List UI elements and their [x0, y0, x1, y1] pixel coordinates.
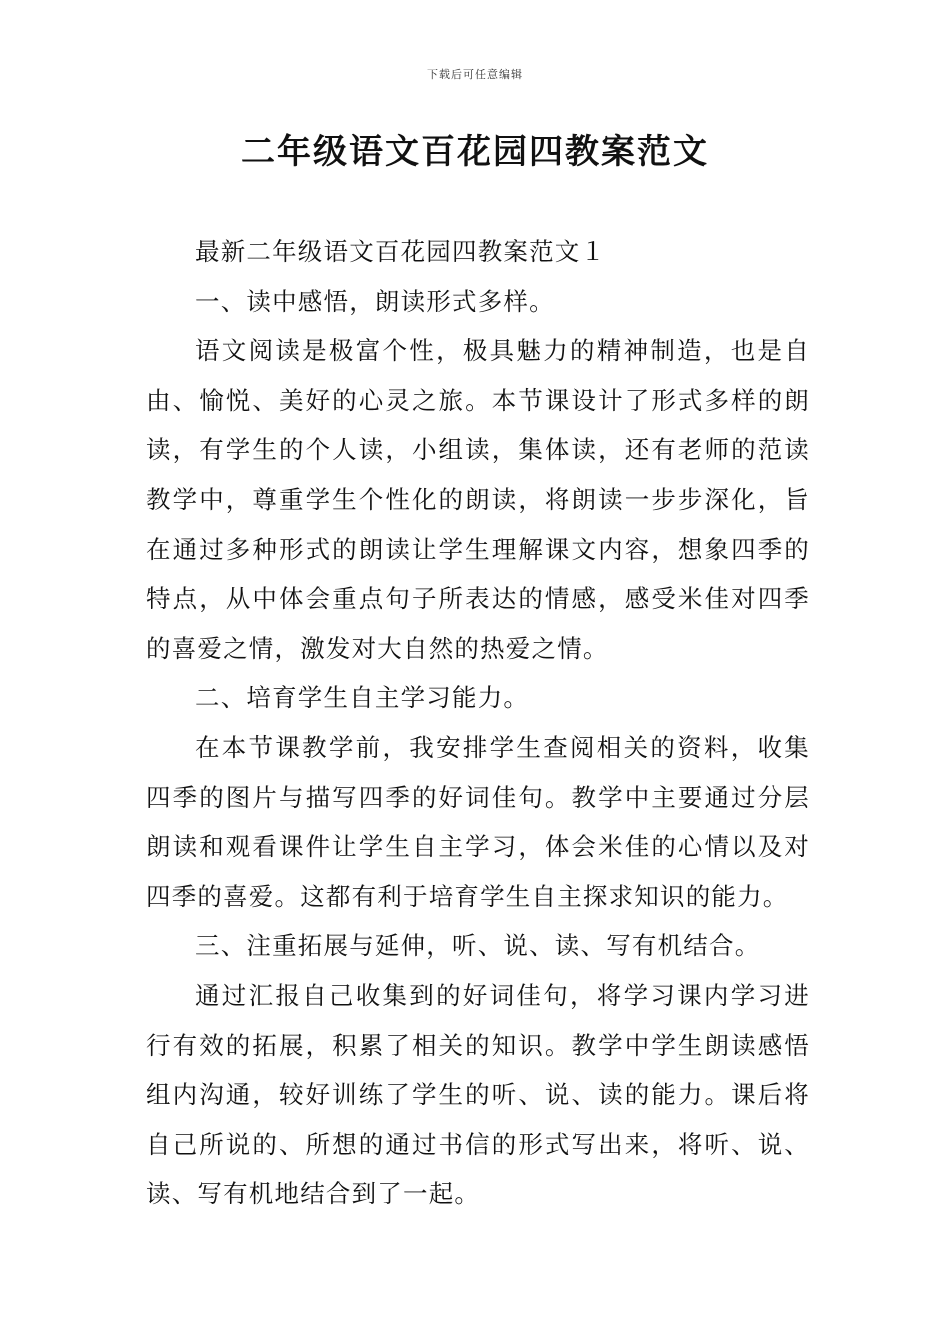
section-heading-3: 三、注重拓展与延伸，听、说、读、写有机结合。	[195, 931, 761, 961]
body-paragraph: 通过汇报自己收集到的好词佳句，将学习课内学习进行有效的拓展，积累了相关的知识。教学中学生朗读感悟组内沟通，较好训练了学生的听、说、读的能力。课后将自己所说的、所想的通过书信的形式写出来，将听、说、读、写有机地结合到了一起。	[146, 980, 810, 1209]
header-note: 下载后可任意编辑	[427, 68, 523, 81]
section-heading-1: 一、读中感悟，朗读形式多样。	[195, 286, 555, 316]
section-heading-2: 二、培育学生自主学习能力。	[195, 683, 530, 713]
subtitle-paragraph: 最新二年级语文百花园四教案范文１	[195, 237, 607, 266]
document-body	[146, 227, 810, 1219]
body-paragraph: 语文阅读是极富个性，极具魅力的精神制造，也是自由、愉悦、美好的心灵之旅。本节课设计了形式多样的朗读，有学生的个人读，小组读，集体读，还有老师的范读教学中，尊重学生个性化的朗读，将朗读一步步深化，旨在通过多种形式的朗读让学生理解课文内容，想象四季的特点，从中体会重点句子所表达的情感，感受米佳对四季的喜爱之情，激发对大自然的热爱之情。	[146, 336, 810, 663]
document-title: 二年级语文百花园四教案范文	[241, 132, 709, 172]
body-paragraph: 在本节课教学前，我安排学生查阅相关的资料，收集四季的图片与描写四季的好词佳句。教学中主要通过分层朗读和观看课件让学生自主学习，体会米佳的心情以及对四季的喜爱。这都有利于培育学生自主探求知识的能力。	[146, 732, 810, 911]
